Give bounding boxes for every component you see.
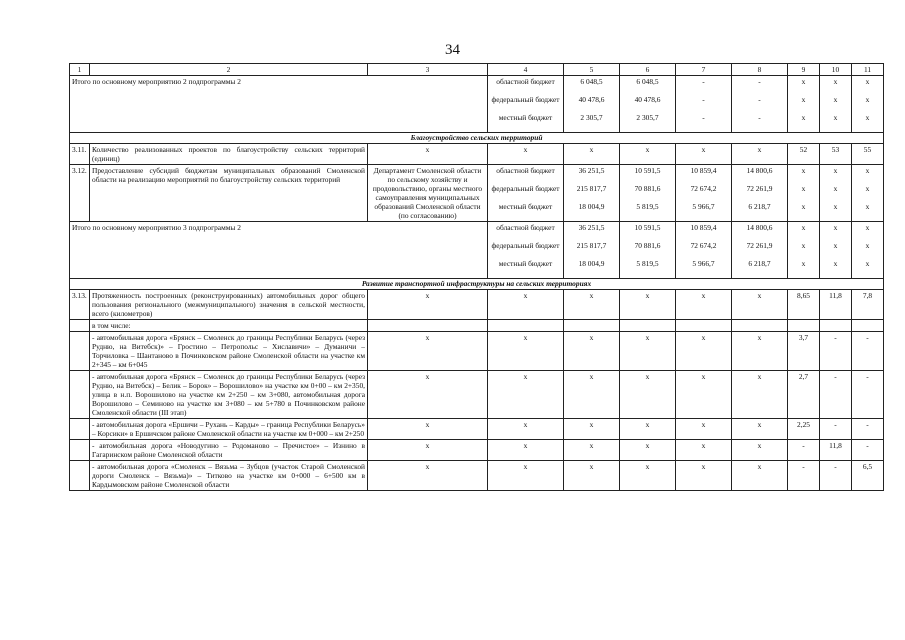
table-row <box>70 320 884 332</box>
value-c5: х <box>564 371 620 419</box>
value-executor <box>368 320 488 332</box>
value-executor: х <box>368 144 488 165</box>
row-number <box>70 332 90 371</box>
value-c11: 7,8 <box>852 290 884 320</box>
value-c7-line: 5 966,7 <box>692 202 715 211</box>
value-c5 <box>564 320 620 332</box>
value-c8: х <box>732 332 788 371</box>
value-c5 <box>564 76 620 133</box>
row-name: Протяженность построенных (реконструированных) автомобильных дорог общего пользования регионального (межмуниципального) значения в сельской местности, всего (километров) <box>90 290 368 320</box>
value-c6-line: 2 305,7 <box>636 113 659 122</box>
col-9: 9 <box>788 64 820 76</box>
funding-source-line: местный бюджет <box>498 259 553 268</box>
value-c10-line: х <box>833 77 838 86</box>
value-c9-line: х <box>801 202 806 211</box>
value-c11-line: х <box>865 259 870 268</box>
value-c5-line: 36 251,5 <box>578 223 605 232</box>
value-c8: х <box>732 461 788 491</box>
value-c8: х <box>732 419 788 440</box>
value-c10: - <box>820 461 852 491</box>
value-c10: - <box>820 332 852 371</box>
value-executor: х <box>368 290 488 320</box>
value-c5-line: 36 251,5 <box>578 166 605 175</box>
value-c9-line: х <box>801 184 806 193</box>
value-c6: х <box>620 332 676 371</box>
row-number <box>70 371 90 419</box>
funding-source <box>488 165 564 222</box>
row-name: - автомобильная дорога «Брянск – Смоленск до границы Республики Беларусь (через Рудню, на Витебск)» – Гростино – Петропольс – Хиславичи» – Думаничи – Торчиловка – Шантаново в Починковском районе Смоленской области на участке км 2+345 – км 6+045 <box>90 332 368 371</box>
value-c6 <box>620 76 676 133</box>
row-executor: Департамент Смоленской области по сельскому хозяйству и продовольствию, органы местного самоуправления муниципальных образований Смоленской области (по согласованию) <box>368 165 488 222</box>
value-c10 <box>820 76 852 133</box>
value-c11: 55 <box>852 144 884 165</box>
value-c6: х <box>620 461 676 491</box>
total-label: Итого по основному мероприятию 3 подпрограммы 2 <box>70 222 488 279</box>
row-name: - автомобильная дорога «Ершичи – Рухань – Карды» – граница Республики Беларусь» – Корсики» в Ершичском районе Смоленской области на участке км 0+000 – км 2+250 <box>90 419 368 440</box>
value-c9-line: х <box>801 241 806 250</box>
value-c7 <box>676 165 732 222</box>
value-c11 <box>852 320 884 332</box>
value-source: х <box>488 440 564 461</box>
value-c9-line: х <box>801 259 806 268</box>
value-c10-line: х <box>833 202 838 211</box>
row-number: 3.11. <box>70 144 90 165</box>
value-executor: х <box>368 371 488 419</box>
value-c7-line: - <box>702 113 705 122</box>
value-c9: - <box>788 461 820 491</box>
value-c8 <box>732 76 788 133</box>
value-c11-line: х <box>865 77 870 86</box>
value-c11 <box>852 222 884 279</box>
value-c5: х <box>564 440 620 461</box>
value-c7: х <box>676 332 732 371</box>
value-source <box>488 320 564 332</box>
row-name: - автомобильная дорога «Брянск – Смоленск до границы Республики Беларусь (через Рудню, на Витебск) – Белик – Борок» – Ворошилово» на участке км 0+00 – км 2+350, улица в н.п. Ворошилово на участке км 2+250 – км 3+080, автомобильная дорога Ворошилово – Семиново на участке км 3+080 – км 5+780 в Починковском районе Смоленской области (III этап) <box>90 371 368 419</box>
value-c9-line: х <box>801 113 806 122</box>
value-c5-line: 40 478,6 <box>578 95 605 104</box>
value-c7-line: - <box>702 77 705 86</box>
col-6: 6 <box>620 64 676 76</box>
value-c6: х <box>620 290 676 320</box>
row-number: 3.13. <box>70 290 90 320</box>
funding-source-line: местный бюджет <box>498 113 553 122</box>
value-c8: х <box>732 144 788 165</box>
value-c10-line: х <box>833 223 838 232</box>
value-c6-line: 10 591,5 <box>634 223 661 232</box>
value-executor: х <box>368 461 488 491</box>
value-c6-line: 5 819,5 <box>636 259 659 268</box>
col-1: 1 <box>70 64 90 76</box>
table-row <box>70 371 884 419</box>
value-c8-line: 14 800,6 <box>746 223 773 232</box>
value-c7-line: 10 859,4 <box>690 223 717 232</box>
value-c8 <box>732 165 788 222</box>
row-name: - автомобильная дорога «Новодугино – Родоманово – Пречистое» – Изнино в Гагаринском районе Смоленской области <box>90 440 368 461</box>
value-source: х <box>488 461 564 491</box>
value-c7 <box>676 76 732 133</box>
funding-source-line: местный бюджет <box>498 202 553 211</box>
value-source: х <box>488 371 564 419</box>
value-c9 <box>788 165 820 222</box>
table-row <box>70 144 884 165</box>
value-c11-line: х <box>865 95 870 104</box>
value-c8-line: 6 218,7 <box>748 202 771 211</box>
value-c5: х <box>564 290 620 320</box>
value-c7-line: - <box>702 95 705 104</box>
value-c10-line: х <box>833 166 838 175</box>
value-executor: х <box>368 419 488 440</box>
value-c5-line: 215 817,7 <box>576 184 607 193</box>
table-row <box>70 332 884 371</box>
value-c10: - <box>820 419 852 440</box>
value-c10: 53 <box>820 144 852 165</box>
row-number <box>70 320 90 332</box>
value-c10: - <box>820 371 852 419</box>
funding-source-line: областной бюджет <box>496 223 555 232</box>
value-c9: 8,65 <box>788 290 820 320</box>
value-c6 <box>620 165 676 222</box>
value-c10: 11,8 <box>820 290 852 320</box>
table-row <box>70 419 884 440</box>
row-name: в том числе: <box>90 320 368 332</box>
value-c11-line: х <box>865 241 870 250</box>
value-c5-line: 215 817,7 <box>576 241 607 250</box>
value-c9-line: х <box>801 166 806 175</box>
funding-source <box>488 222 564 279</box>
column-number-row <box>70 64 884 76</box>
value-c8: х <box>732 290 788 320</box>
value-c5: х <box>564 144 620 165</box>
value-c10 <box>820 165 852 222</box>
value-c5 <box>564 222 620 279</box>
total-label: Итого по основному мероприятию 2 подпрограммы 2 <box>70 76 488 133</box>
value-c7: х <box>676 144 732 165</box>
value-c5-line: 18 004,9 <box>578 202 605 211</box>
value-c7: х <box>676 440 732 461</box>
value-c8-line: 14 800,6 <box>746 166 773 175</box>
col-3: 3 <box>368 64 488 76</box>
value-c5 <box>564 165 620 222</box>
value-c8-line: 72 261,9 <box>746 184 773 193</box>
value-c8-line: 6 218,7 <box>748 259 771 268</box>
value-c6-line: 10 591,5 <box>634 166 661 175</box>
value-c10-line: х <box>833 241 838 250</box>
table-row <box>70 440 884 461</box>
value-source: х <box>488 419 564 440</box>
value-c9: 2,25 <box>788 419 820 440</box>
value-c10-line: х <box>833 184 838 193</box>
value-c7 <box>676 320 732 332</box>
value-c11: - <box>852 332 884 371</box>
value-executor: х <box>368 440 488 461</box>
value-c11: - <box>852 419 884 440</box>
col-7: 7 <box>676 64 732 76</box>
value-c7: х <box>676 290 732 320</box>
col-11: 11 <box>852 64 884 76</box>
value-c11: - <box>852 440 884 461</box>
value-c11: 6,5 <box>852 461 884 491</box>
table-body <box>70 76 884 491</box>
value-c11-line: х <box>865 113 870 122</box>
funding-source-line: областной бюджет <box>496 166 555 175</box>
value-c9 <box>788 76 820 133</box>
value-c8: х <box>732 371 788 419</box>
value-c9 <box>788 320 820 332</box>
row-name: - автомобильная дорога «Смоленск – Вязьма – Зубцов (участок Старой Смоленской дороги Смоленск – Вязьма)» – Титково на участке км 0+000 – 6+500 км в Кардымовском районе Смоленской области <box>90 461 368 491</box>
col-5: 5 <box>564 64 620 76</box>
value-c10: 11,8 <box>820 440 852 461</box>
value-c9-line: х <box>801 223 806 232</box>
col-10: 10 <box>820 64 852 76</box>
value-c11-line: х <box>865 184 870 193</box>
program-table <box>69 63 884 491</box>
value-c6: х <box>620 371 676 419</box>
value-c11: - <box>852 371 884 419</box>
funding-source-line: федеральный бюджет <box>491 95 560 104</box>
funding-source-line: федеральный бюджет <box>491 184 560 193</box>
value-c6-line: 5 819,5 <box>636 202 659 211</box>
value-c7: х <box>676 419 732 440</box>
row-number: 3.12. <box>70 165 90 222</box>
value-c7-line: 5 966,7 <box>692 259 715 268</box>
value-c6-line: 40 478,6 <box>634 95 661 104</box>
value-c6-line: 6 048,5 <box>636 77 659 86</box>
value-c7: х <box>676 461 732 491</box>
row-name: Количество реализованных проектов по благоустройству сельских территорий (единиц) <box>90 144 368 165</box>
value-c5-line: 18 004,9 <box>578 259 605 268</box>
value-c7-line: 10 859,4 <box>690 166 717 175</box>
row-number <box>70 440 90 461</box>
value-c8: х <box>732 440 788 461</box>
page-number: 34 <box>445 42 460 58</box>
value-c6: х <box>620 440 676 461</box>
section-title: Благоустройство сельских территорий <box>70 133 884 144</box>
value-c5: х <box>564 461 620 491</box>
value-c9-line: х <box>801 77 806 86</box>
value-c8-line: 72 261,9 <box>746 241 773 250</box>
funding-source <box>488 76 564 133</box>
value-c9: - <box>788 440 820 461</box>
row-number <box>70 461 90 491</box>
row-name: Предоставление субсидий бюджетам муниципальных образований Смоленской области на реализацию мероприятий по благоустройству сельских территорий <box>90 165 368 222</box>
table-row <box>70 279 884 290</box>
value-source: х <box>488 144 564 165</box>
col-4: 4 <box>488 64 564 76</box>
row-number <box>70 419 90 440</box>
value-c8 <box>732 320 788 332</box>
funding-source-line: федеральный бюджет <box>491 241 560 250</box>
section-title: Развитие транспортной инфраструктуры на сельских территориях <box>70 279 884 290</box>
value-c11-line: х <box>865 166 870 175</box>
value-c7-line: 72 674,2 <box>690 241 717 250</box>
value-c6: х <box>620 144 676 165</box>
value-c7-line: 72 674,2 <box>690 184 717 193</box>
value-c11 <box>852 165 884 222</box>
value-source: х <box>488 290 564 320</box>
table-row <box>70 133 884 144</box>
value-c5-line: 6 048,5 <box>580 77 603 86</box>
funding-source-line: областной бюджет <box>496 77 555 86</box>
value-c11-line: х <box>865 202 870 211</box>
value-c9: 2,7 <box>788 371 820 419</box>
table-row <box>70 290 884 320</box>
table-row <box>70 76 884 133</box>
value-c7: х <box>676 371 732 419</box>
value-c6 <box>620 222 676 279</box>
value-c9: 3,7 <box>788 332 820 371</box>
table-row <box>70 165 884 222</box>
value-c8-line: - <box>758 77 761 86</box>
value-c5: х <box>564 332 620 371</box>
value-c9-line: х <box>801 95 806 104</box>
value-c5-line: 2 305,7 <box>580 113 603 122</box>
value-c6-line: 70 881,6 <box>634 241 661 250</box>
value-c6: х <box>620 419 676 440</box>
value-c10 <box>820 222 852 279</box>
col-8: 8 <box>732 64 788 76</box>
value-c10-line: х <box>833 113 838 122</box>
value-executor: х <box>368 332 488 371</box>
col-2: 2 <box>90 64 368 76</box>
value-c8 <box>732 222 788 279</box>
value-c5: х <box>564 419 620 440</box>
value-c6 <box>620 320 676 332</box>
value-c10-line: х <box>833 95 838 104</box>
value-c10 <box>820 320 852 332</box>
value-c10-line: х <box>833 259 838 268</box>
table-row <box>70 222 884 279</box>
value-source: х <box>488 332 564 371</box>
value-c7 <box>676 222 732 279</box>
value-c11 <box>852 76 884 133</box>
value-c11-line: х <box>865 223 870 232</box>
value-c6-line: 70 881,6 <box>634 184 661 193</box>
value-c9 <box>788 222 820 279</box>
table-row <box>70 461 884 491</box>
value-c8-line: - <box>758 95 761 104</box>
value-c8-line: - <box>758 113 761 122</box>
value-c9: 52 <box>788 144 820 165</box>
